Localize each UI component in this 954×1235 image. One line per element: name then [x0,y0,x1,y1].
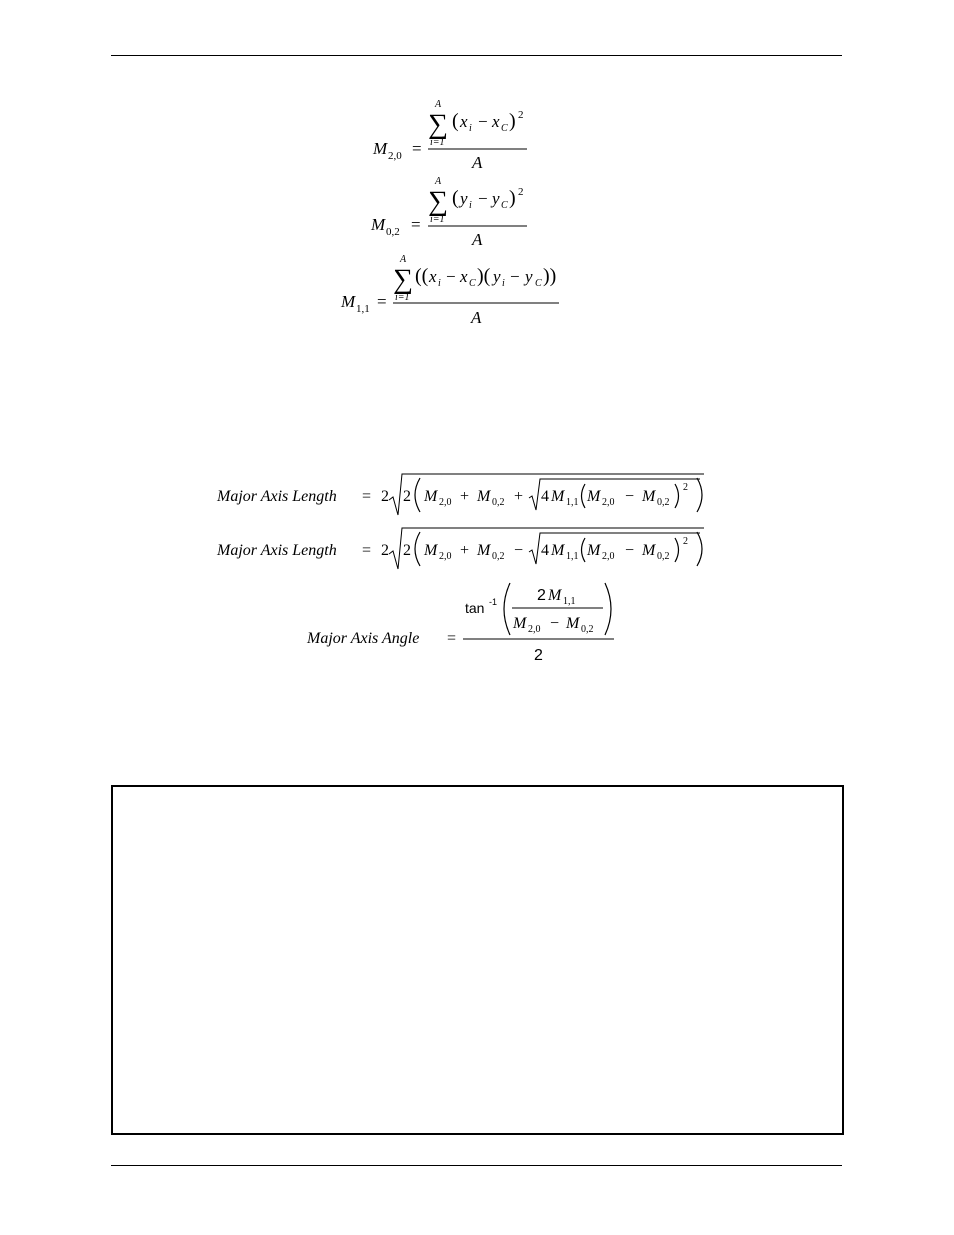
equals-sign: = [362,542,372,559]
term-m-subscript: 0,2 [657,551,670,562]
term-x: x [429,267,437,286]
lhs-symbol: M [341,292,356,311]
term-m-subscript: 0,2 [657,497,670,508]
term-m: M [551,542,565,559]
denominator: A [471,308,482,327]
empty-bordered-box [111,785,844,1135]
lhs-symbol: M [373,139,388,158]
equals-sign: = [412,139,422,158]
exponent: 2 [683,536,688,547]
summation-symbol: ∑ [428,109,448,140]
minus-sign: − [625,542,635,559]
term-y-subscript: i [502,278,505,289]
coefficient: 2 [381,542,389,559]
term-xc: x [492,112,500,131]
term-xc: x [460,267,468,286]
term-m: M [587,488,601,505]
equals-sign: = [362,488,372,505]
term-m: M [548,587,562,604]
term-m: M [566,615,580,632]
term-m: M [642,488,656,505]
lhs-label: Major Axis Angle [307,630,420,647]
term-x: x [460,112,468,131]
sum-upper-limit: A [435,99,442,110]
denominator: A [472,153,483,172]
exponent: 2 [518,186,524,198]
inner-coefficient: 2 [403,542,411,559]
minus-sign: − [510,267,520,286]
inner-four: 4 [541,488,549,505]
term-m: M [642,542,656,559]
inner-coefficient: 2 [403,488,411,505]
term-m: M [551,488,565,505]
plus-sign: + [460,488,470,505]
term-x-subscript: i [469,123,472,134]
term-y: y [493,267,501,286]
equals-sign: = [411,215,421,234]
term-yc-subscript: C [535,278,542,289]
term-xc-subscript: C [469,278,476,289]
footer-rule [111,1165,842,1166]
minus-sign: − [625,488,635,505]
term-m-subscript: 2,0 [602,497,615,508]
lhs-symbol: M [371,215,386,234]
term-m-subscript: 0,2 [581,624,594,635]
lhs-label: Major Axis Length [217,542,337,559]
paren-close: )) [543,265,557,287]
paren-open: (( [415,265,429,287]
term-x-subscript: i [438,278,441,289]
lhs-subscript: 1,1 [356,303,370,315]
minus-sign: − [478,189,488,208]
term-y: y [460,189,468,208]
minus-sign: − [550,615,560,632]
coefficient: 2 [381,488,389,505]
function-exponent: -1 [489,597,498,607]
paren-middle: )( [477,265,491,287]
term-m-subscript: 0,2 [492,551,505,562]
minus-sign: − [478,112,488,131]
operator-sign: + [514,488,524,505]
sum-upper-limit: A [400,254,407,265]
lhs-subscript: 2,0 [388,150,402,162]
term-m-subscript: 2,0 [602,551,615,562]
term-m-subscript: 2,0 [528,624,541,635]
summation-symbol: ∑ [428,186,448,217]
lhs-label: Major Axis Length [217,488,337,505]
inner-four: 4 [541,542,549,559]
minus-sign: − [446,267,456,286]
term-m-subscript: 1,1 [563,596,576,607]
term-yc: y [525,267,533,286]
equals-sign: = [377,292,387,311]
denominator: 2 [534,647,543,664]
term-y-subscript: i [469,200,472,211]
sum-lower-limit: i=1 [395,292,410,303]
exponent: 2 [518,109,524,121]
term-m-subscript: 2,0 [439,497,452,508]
term-xc-subscript: C [501,123,508,134]
numerator-coefficient: 2 [537,587,546,604]
term-yc-subscript: C [501,200,508,211]
big-paren-open [504,583,510,635]
term-m: M [424,488,438,505]
term-m-subscript: 1,1 [566,551,579,562]
term-m: M [477,488,491,505]
paren-close: ) [509,187,516,209]
term-m: M [424,542,438,559]
sum-lower-limit: i=1 [430,214,445,225]
paren-open: ( [452,187,459,209]
term-m: M [513,615,527,632]
term-yc: y [492,189,500,208]
plus-sign: + [460,542,470,559]
denominator: A [472,230,483,249]
term-m-subscript: 2,0 [439,551,452,562]
lhs-subscript: 0,2 [386,226,400,238]
paren-close: ) [509,110,516,132]
term-m: M [587,542,601,559]
tan-function: tan [465,600,485,616]
summation-symbol: ∑ [393,264,413,295]
big-paren-close [605,583,611,635]
paren-open: ( [452,110,459,132]
term-m-subscript: 0,2 [492,497,505,508]
exponent: 2 [683,482,688,493]
sum-upper-limit: A [435,176,442,187]
term-m-subscript: 1,1 [566,497,579,508]
sum-lower-limit: i=1 [430,137,445,148]
term-m: M [477,542,491,559]
equals-sign: = [447,630,457,647]
operator-sign: − [514,542,524,559]
